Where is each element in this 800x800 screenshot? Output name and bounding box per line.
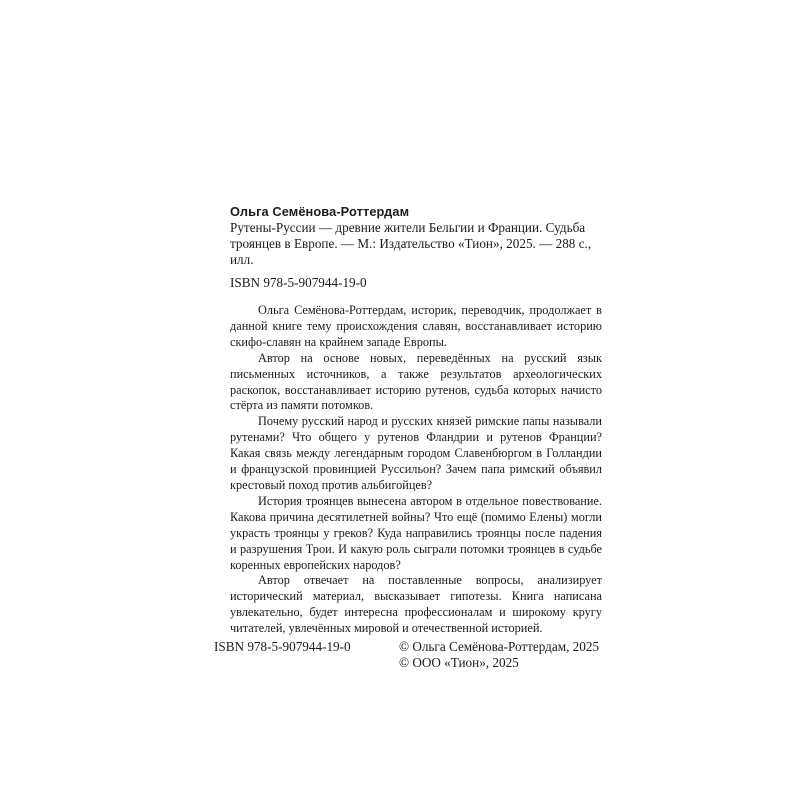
annotation-paragraph: Автор отвечает на поставленные вопросы, анализирует исторический материал, высказывает гипотезы. Книга написана увлекательно, будет интересна профессионалам и широкому кругу читателей, увлечённых мировой и отечественной историей. — [230, 573, 602, 636]
isbn-top: ISBN 978-5-907944-19-0 — [230, 275, 367, 290]
author-name: Ольга Семёнова-Роттердам — [230, 204, 410, 219]
copyright-block — [399, 639, 599, 671]
annotation-paragraph: История троянцев вынесена автором в отдельное повествование. Какова причина десятилетней войны? Что ещё (помимо Елены) могли украсть троянцы у греков? Куда направились троянцы после падения и разрушения Трои. И какую роль сыграли потомки троянцев в судьбе коренных европейских народов? — [230, 493, 602, 572]
copyright-publisher: © ООО «Тион», 2025 — [399, 655, 519, 670]
bibliographic-record — [230, 204, 600, 268]
bibliographic-entry: Рутены-Руссии — древние жители Бельгии и Франции. Судьба троянцев в Европе. — М.: Издательство «Тион», 2025. — 288 с., илл. — [230, 220, 592, 267]
annotation — [230, 303, 602, 637]
annotation-paragraph: Автор на основе новых, переведённых на русский язык письменных источников, а также результатов археологических раскопок, восстанавливает историю рутенов, судьба которых начисто стёрта из памяти потомков. — [230, 350, 602, 413]
annotation-paragraph: Почему русский народ и русских князей римские папы называли рутенами? Что общего у рутенов Фландрии и рутенов Франции? Какая связь между легендарным городом Славенбюргом в Голландии и французской провинцией Руссильон? Зачем папа римский объявил крестовый поход против альбигойцев? — [230, 414, 602, 492]
footer-isbn: ISBN 978-5-907944-19-0 — [214, 639, 351, 654]
copyright-author: © Ольга Семёнова-Роттердам, 2025 — [399, 639, 600, 654]
annotation-paragraph: Ольга Семёнова-Роттердам, историк, переводчик, продолжает в данной книге тему происхождения славян, восстанавливает историю скифо-славян на крайнем западе Европы. — [230, 303, 602, 349]
